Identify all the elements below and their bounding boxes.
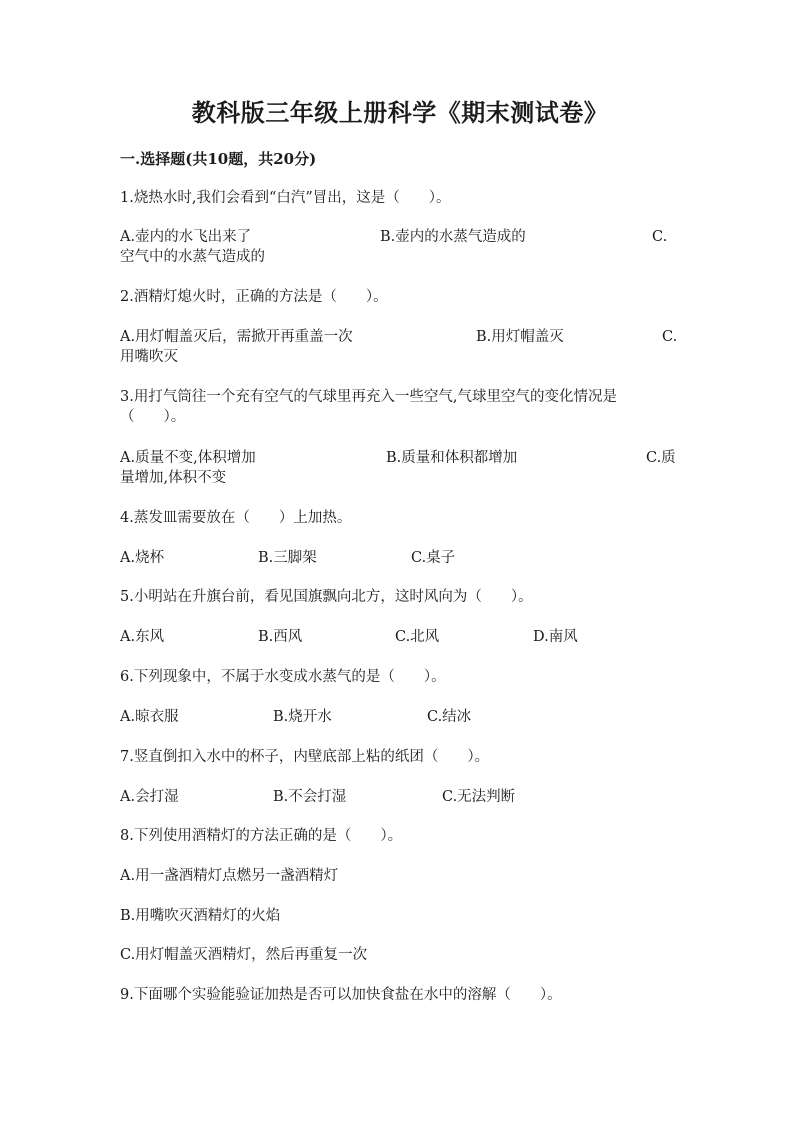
option-a: A.用一盏酒精灯点燃另一盏酒精灯 bbox=[120, 868, 339, 884]
question-stem: 3.用打气筒往一个充有空气的气球里再充入一些空气,气球里空气的变化情况是 bbox=[120, 389, 617, 405]
option-b: B.不会打湿 bbox=[273, 789, 347, 805]
option-a: A.壶内的水飞出来了 bbox=[120, 229, 252, 245]
option-c-continuation: 用嘴吹灭 bbox=[120, 349, 178, 365]
option-a: A.东风 bbox=[120, 629, 165, 645]
question-stem: 6.下列现象中，不属于水变成水蒸气的是（ ）。 bbox=[120, 669, 446, 685]
option-b: B.西风 bbox=[258, 629, 303, 645]
option-c-continuation: 空气中的水蒸气造成的 bbox=[120, 249, 265, 265]
option-b: B.烧开水 bbox=[273, 709, 332, 725]
question-stem: 5.小明站在升旗台前，看见国旗飘向北方，这时风向为（ ）。 bbox=[120, 589, 533, 605]
option-b: B.质量和体积都增加 bbox=[386, 450, 518, 466]
option-b: B.三脚架 bbox=[258, 550, 317, 566]
option-a: A.质量不变,体积增加 bbox=[120, 450, 256, 466]
option-c: C.用灯帽盖灭酒精灯，然后再重复一次 bbox=[120, 947, 368, 963]
question-stem: 4.蒸发皿需要放在（ ）上加热。 bbox=[120, 510, 352, 526]
option-a: A.烧杯 bbox=[120, 550, 165, 566]
option-c: C.质 bbox=[646, 450, 676, 466]
option-c-continuation: 量增加,体积不变 bbox=[120, 470, 227, 486]
question-stem: 1.烧热水时,我们会看到“白汽”冒出，这是（ ）。 bbox=[120, 190, 451, 206]
option-c: C.北风 bbox=[395, 629, 440, 645]
page-title: 教科版三年级上册科学《期末测试卷》 bbox=[191, 98, 609, 127]
question-stem: 8.下列使用酒精灯的方法正确的是（ ）。 bbox=[120, 828, 403, 844]
option-a: A.用灯帽盖灭后，需掀开再重盖一次 bbox=[120, 329, 353, 345]
option-c: C.桌子 bbox=[411, 550, 456, 566]
question-stem: 7.竖直倒扣入水中的杯子，内壁底部上粘的纸团（ ）。 bbox=[120, 749, 490, 765]
option-d: D.南风 bbox=[533, 629, 578, 645]
option-b: B.用灯帽盖灭 bbox=[476, 329, 564, 345]
question-stem: 9.下面哪个实验能验证加热是否可以加快食盐在水中的溶解（ ）。 bbox=[120, 987, 562, 1003]
option-c: C. bbox=[662, 329, 678, 345]
option-c: C. bbox=[652, 229, 668, 245]
question-stem: 2.酒精灯熄火时，正确的方法是（ ）。 bbox=[120, 289, 388, 305]
option-a: A.晾衣服 bbox=[120, 709, 179, 725]
option-c: C.无法判断 bbox=[442, 789, 516, 805]
question-stem-continuation: （ ）。 bbox=[120, 409, 186, 425]
option-a: A.会打湿 bbox=[120, 789, 179, 805]
option-c: C.结冰 bbox=[427, 709, 472, 725]
section-heading: 一.选择题(共10题，共20分) bbox=[120, 150, 317, 168]
option-b: B.用嘴吹灭酒精灯的火焰 bbox=[120, 908, 281, 924]
option-b: B.壶内的水蒸气造成的 bbox=[380, 229, 526, 245]
